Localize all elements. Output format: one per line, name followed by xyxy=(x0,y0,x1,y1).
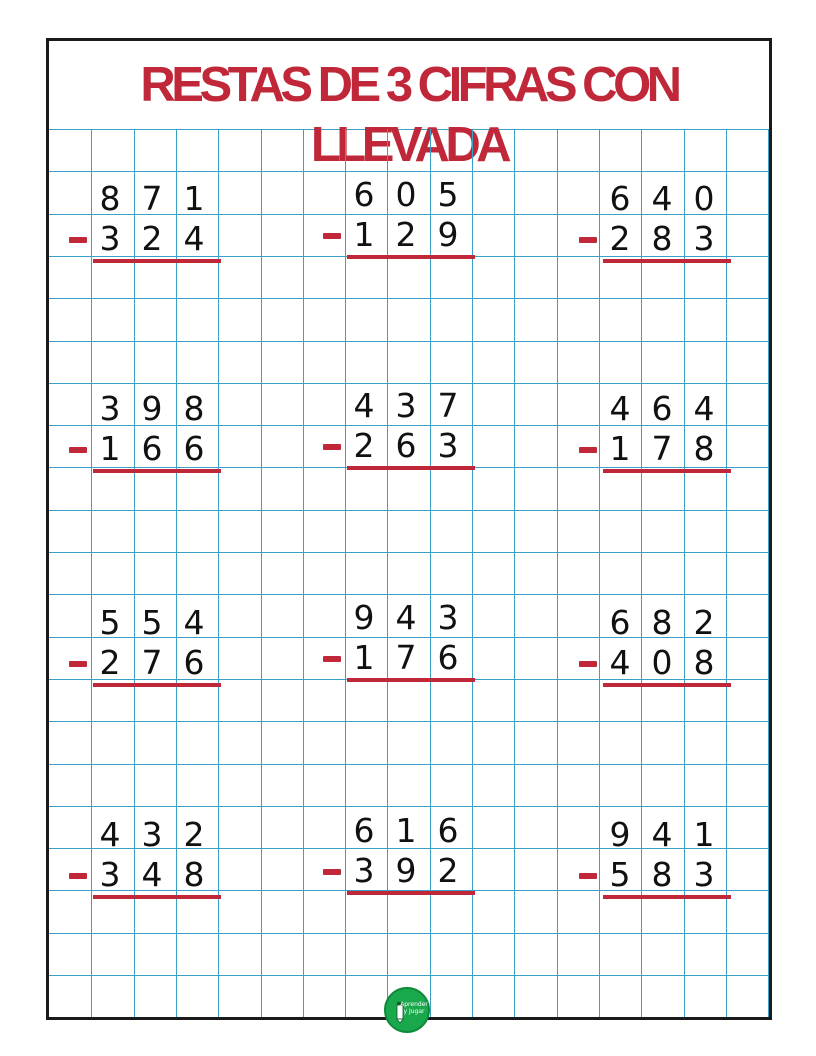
digit: 0 xyxy=(651,643,673,682)
answer-line xyxy=(347,255,475,259)
minuend xyxy=(95,179,215,219)
digit: 4 xyxy=(99,815,121,854)
digit: 1 xyxy=(693,815,715,854)
subtrahend xyxy=(95,429,215,469)
digit: 8 xyxy=(183,389,205,428)
subtrahend xyxy=(605,219,725,259)
digit: 6 xyxy=(609,179,631,218)
digit: 9 xyxy=(353,598,375,637)
subtrahend xyxy=(349,851,469,891)
digit: 3 xyxy=(693,219,715,258)
answer-line xyxy=(603,469,731,473)
answer-line xyxy=(603,259,731,263)
digit: 8 xyxy=(183,855,205,894)
digit: 6 xyxy=(183,643,205,682)
minuend xyxy=(95,389,215,429)
digit: 6 xyxy=(183,429,205,468)
minus-sign xyxy=(323,233,341,239)
subtraction-problem-3 xyxy=(579,179,719,269)
digit: 8 xyxy=(693,643,715,682)
digit: 2 xyxy=(353,426,375,465)
digit: 1 xyxy=(353,638,375,677)
digit: 5 xyxy=(141,603,163,642)
digit: 7 xyxy=(141,179,163,218)
subtrahend xyxy=(605,643,725,683)
digit: 3 xyxy=(353,851,375,890)
digit: 2 xyxy=(609,219,631,258)
answer-line xyxy=(603,683,731,687)
minuend xyxy=(605,603,725,643)
digit: 4 xyxy=(141,855,163,894)
digit: 3 xyxy=(99,219,121,258)
digit: 9 xyxy=(141,389,163,428)
digit: 4 xyxy=(395,598,417,637)
answer-line xyxy=(93,469,221,473)
subtrahend xyxy=(95,855,215,895)
digit: 2 xyxy=(437,851,459,890)
digit: 6 xyxy=(651,389,673,428)
answer-line xyxy=(603,895,731,899)
digit: 1 xyxy=(395,811,417,850)
subtraction-problem-10 xyxy=(69,815,209,905)
digit: 4 xyxy=(651,179,673,218)
digit: 7 xyxy=(141,643,163,682)
digit: 3 xyxy=(141,815,163,854)
digit: 6 xyxy=(353,175,375,214)
digit: 1 xyxy=(99,429,121,468)
digit: 4 xyxy=(651,815,673,854)
digit: 7 xyxy=(651,429,673,468)
digit: 9 xyxy=(395,851,417,890)
worksheet-title: RESTAS DE 3 CIFRAS CON LLEVADA xyxy=(140,58,678,172)
digit: 5 xyxy=(609,855,631,894)
digit: 1 xyxy=(353,215,375,254)
minus-sign xyxy=(323,656,341,662)
digit: 8 xyxy=(693,429,715,468)
subtraction-problem-6 xyxy=(579,389,719,479)
digit: 8 xyxy=(651,219,673,258)
digit: 6 xyxy=(141,429,163,468)
answer-line xyxy=(347,466,475,470)
digit: 6 xyxy=(437,811,459,850)
digit: 8 xyxy=(99,179,121,218)
subtrahend xyxy=(349,638,469,678)
digit: 7 xyxy=(395,638,417,677)
digit: 4 xyxy=(609,389,631,428)
digit: 4 xyxy=(693,389,715,428)
subtraction-problem-9 xyxy=(579,603,719,693)
answer-line xyxy=(93,895,221,899)
digit: 6 xyxy=(609,603,631,642)
digit: 2 xyxy=(183,815,205,854)
subtrahend xyxy=(95,643,215,683)
digit: 2 xyxy=(395,215,417,254)
subtraction-problem-12 xyxy=(579,815,719,905)
minuend xyxy=(95,815,215,855)
digit: 2 xyxy=(141,219,163,258)
digit: 9 xyxy=(437,215,459,254)
digit: 5 xyxy=(99,603,121,642)
digit: 6 xyxy=(395,426,417,465)
title-band xyxy=(49,41,769,172)
minus-sign xyxy=(579,237,597,243)
digit: 6 xyxy=(353,811,375,850)
minus-sign xyxy=(69,873,87,879)
minus-sign xyxy=(579,447,597,453)
subtrahend xyxy=(349,215,469,255)
logo-text: Aprender y Jugar xyxy=(400,1001,428,1015)
minus-sign xyxy=(579,873,597,879)
subtraction-problem-8 xyxy=(323,598,463,688)
digit: 3 xyxy=(437,426,459,465)
digit: 2 xyxy=(693,603,715,642)
digit: 3 xyxy=(99,389,121,428)
subtrahend xyxy=(349,426,469,466)
answer-line xyxy=(93,259,221,263)
answer-line xyxy=(93,683,221,687)
answer-line xyxy=(347,891,475,895)
digit: 3 xyxy=(99,855,121,894)
subtraction-problem-1 xyxy=(69,179,209,269)
digit: 4 xyxy=(183,603,205,642)
subtrahend xyxy=(605,429,725,469)
minuend xyxy=(605,179,725,219)
subtraction-problem-4 xyxy=(69,389,209,479)
digit: 8 xyxy=(651,855,673,894)
subtraction-problem-5 xyxy=(323,386,463,476)
digit: 2 xyxy=(99,643,121,682)
brand-logo xyxy=(384,987,430,1033)
digit: 4 xyxy=(609,643,631,682)
digit: 1 xyxy=(183,179,205,218)
minuend xyxy=(349,386,469,426)
subtraction-problem-11 xyxy=(323,811,463,901)
digit: 7 xyxy=(437,386,459,425)
minus-sign xyxy=(323,444,341,450)
subtrahend xyxy=(95,219,215,259)
subtraction-problem-7 xyxy=(69,603,209,693)
digit: 4 xyxy=(183,219,205,258)
digit: 5 xyxy=(437,175,459,214)
digit: 6 xyxy=(437,638,459,677)
subtrahend xyxy=(605,855,725,895)
digit: 3 xyxy=(437,598,459,637)
digit: 3 xyxy=(395,386,417,425)
digit: 0 xyxy=(693,179,715,218)
digit: 9 xyxy=(609,815,631,854)
minus-sign xyxy=(69,237,87,243)
minuend xyxy=(349,811,469,851)
minuend xyxy=(605,815,725,855)
minus-sign xyxy=(323,869,341,875)
digit: 4 xyxy=(353,386,375,425)
worksheet xyxy=(46,38,772,1020)
minus-sign xyxy=(579,661,597,667)
digit: 3 xyxy=(693,855,715,894)
minuend xyxy=(95,603,215,643)
digit: 0 xyxy=(395,175,417,214)
digit: 1 xyxy=(609,429,631,468)
digit: 8 xyxy=(651,603,673,642)
answer-line xyxy=(347,678,475,682)
minuend xyxy=(605,389,725,429)
minuend xyxy=(349,175,469,215)
minuend xyxy=(349,598,469,638)
minus-sign xyxy=(69,447,87,453)
minus-sign xyxy=(69,661,87,667)
subtraction-problem-2 xyxy=(323,175,463,265)
